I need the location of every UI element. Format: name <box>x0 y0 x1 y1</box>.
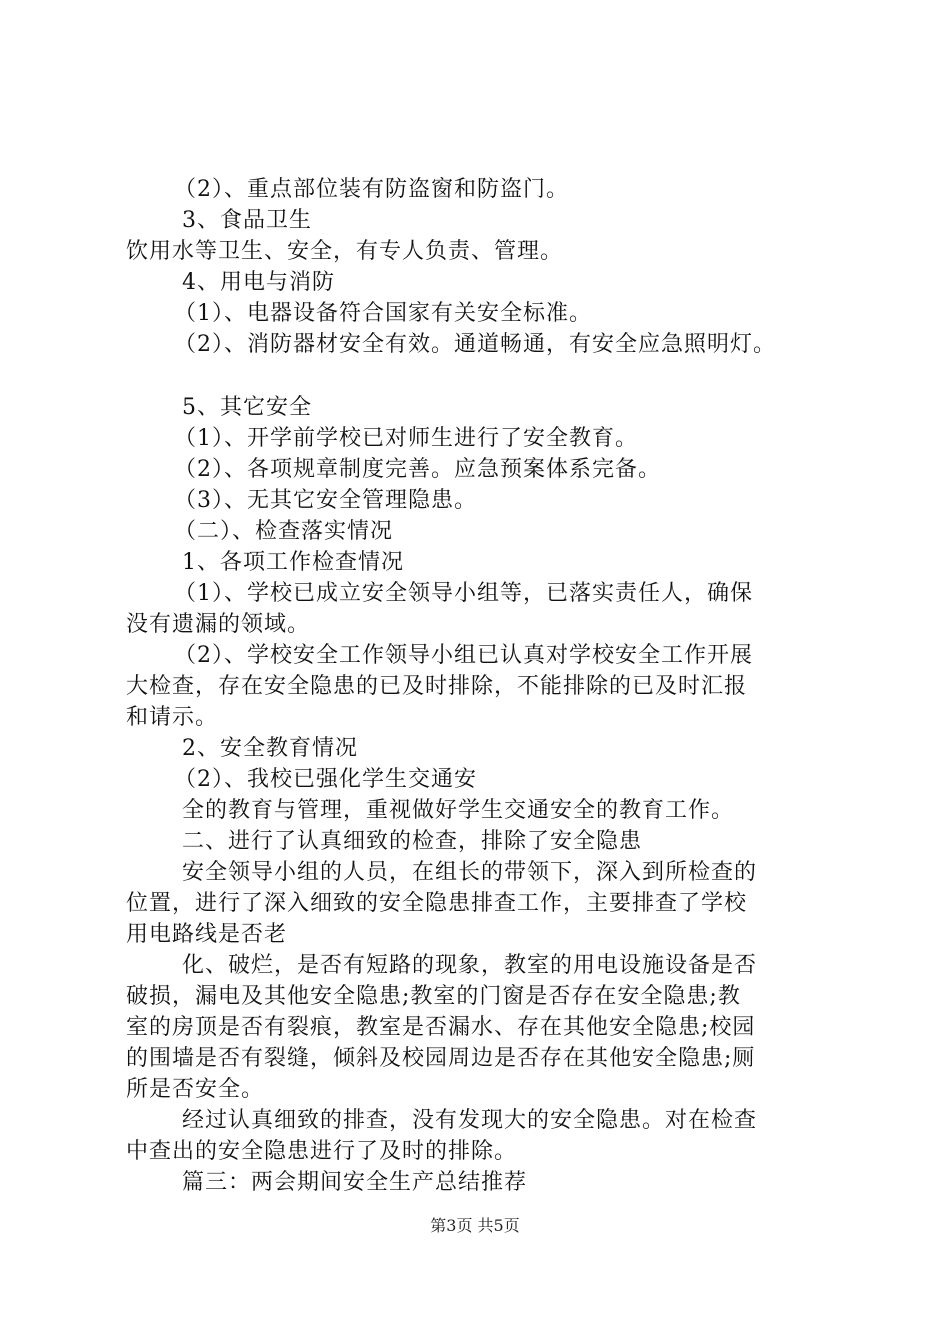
text-line: （1）、开学前学校已对师生进行了安全教育。 <box>174 426 638 451</box>
section-heading: 3、食品卫生 <box>182 208 312 233</box>
paragraph-line: 的围墙是否有裂缝，倾斜及校园周边是否存在其他安全隐患;厕 <box>126 1046 756 1071</box>
paragraph-line: 所是否安全。 <box>126 1077 265 1102</box>
document-body <box>126 174 836 1198</box>
paragraph-line: 室的房顶是否有裂痕，教室是否漏水、存在其他安全隐患;校园 <box>126 1015 756 1040</box>
paragraph-line: （1）、学校已成立安全领导小组等，已落实责任人，确保 <box>174 581 753 606</box>
section-heading: 2、安全教育情况 <box>182 736 358 761</box>
paragraph-line: 没有遗漏的领域。 <box>126 612 311 637</box>
paragraph-line: 经过认真细致的排查，没有发现大的安全隐患。对在检查 <box>182 1108 758 1133</box>
section-heading: 5、其它安全 <box>182 395 312 420</box>
section-heading: 二、进行了认真细致的检查，排除了安全隐患 <box>182 829 643 854</box>
section-heading: 4、用电与消防 <box>182 270 335 295</box>
text-line: （2）、各项规章制度完善。应急预案体系完备。 <box>174 457 661 482</box>
paragraph-line: 全的教育与管理，重视做好学生交通安全的教育工作。 <box>182 798 735 823</box>
paragraph-line: 位置，进行了深入细致的安全隐患排查工作，主要排查了学校 <box>126 891 748 916</box>
paragraph-line: （2）、我校已强化学生交通安 <box>174 767 477 792</box>
text-line: （2）、重点部位装有防盗窗和防盗门。 <box>174 177 569 202</box>
blank-line <box>126 360 836 392</box>
text-line: （3）、无其它安全管理隐患。 <box>174 488 477 513</box>
paragraph-line: 化、破烂，是否有短路的现象，教室的用电设施设备是否 <box>182 953 758 978</box>
paragraph-line: 和请示。 <box>126 705 219 730</box>
section-heading: （二）、检查落实情况 <box>174 519 394 544</box>
text-line: （1）、电器设备符合国家有关安全标准。 <box>174 301 592 326</box>
section-heading: 篇三：两会期间安全生产总结推荐 <box>182 1170 528 1195</box>
paragraph-line: 大检查，存在安全隐患的已及时排除，不能排除的已及时汇报 <box>126 674 748 699</box>
paragraph-line: 安全领导小组的人员，在组长的带领下，深入到所检查的 <box>182 860 758 885</box>
paragraph-line: 破损，漏电及其他安全隐患;教室的门窗是否存在安全隐患;教 <box>126 984 741 1009</box>
paragraph-line: 用电路线是否老 <box>126 922 288 947</box>
page-footer: 第3页 共5页 <box>430 1216 520 1235</box>
text-line: 饮用水等卫生、安全，有专人负责、管理。 <box>126 239 564 264</box>
paragraph-line: 中查出的安全隐患进行了及时的排除。 <box>126 1139 518 1164</box>
section-heading: 1、各项工作检查情况 <box>182 550 404 575</box>
text-line: （2）、消防器材安全有效。通道畅通，有安全应急照明灯。 <box>174 332 776 357</box>
paragraph-line: （2）、学校安全工作领导小组已认真对学校安全工作开展 <box>174 643 753 668</box>
